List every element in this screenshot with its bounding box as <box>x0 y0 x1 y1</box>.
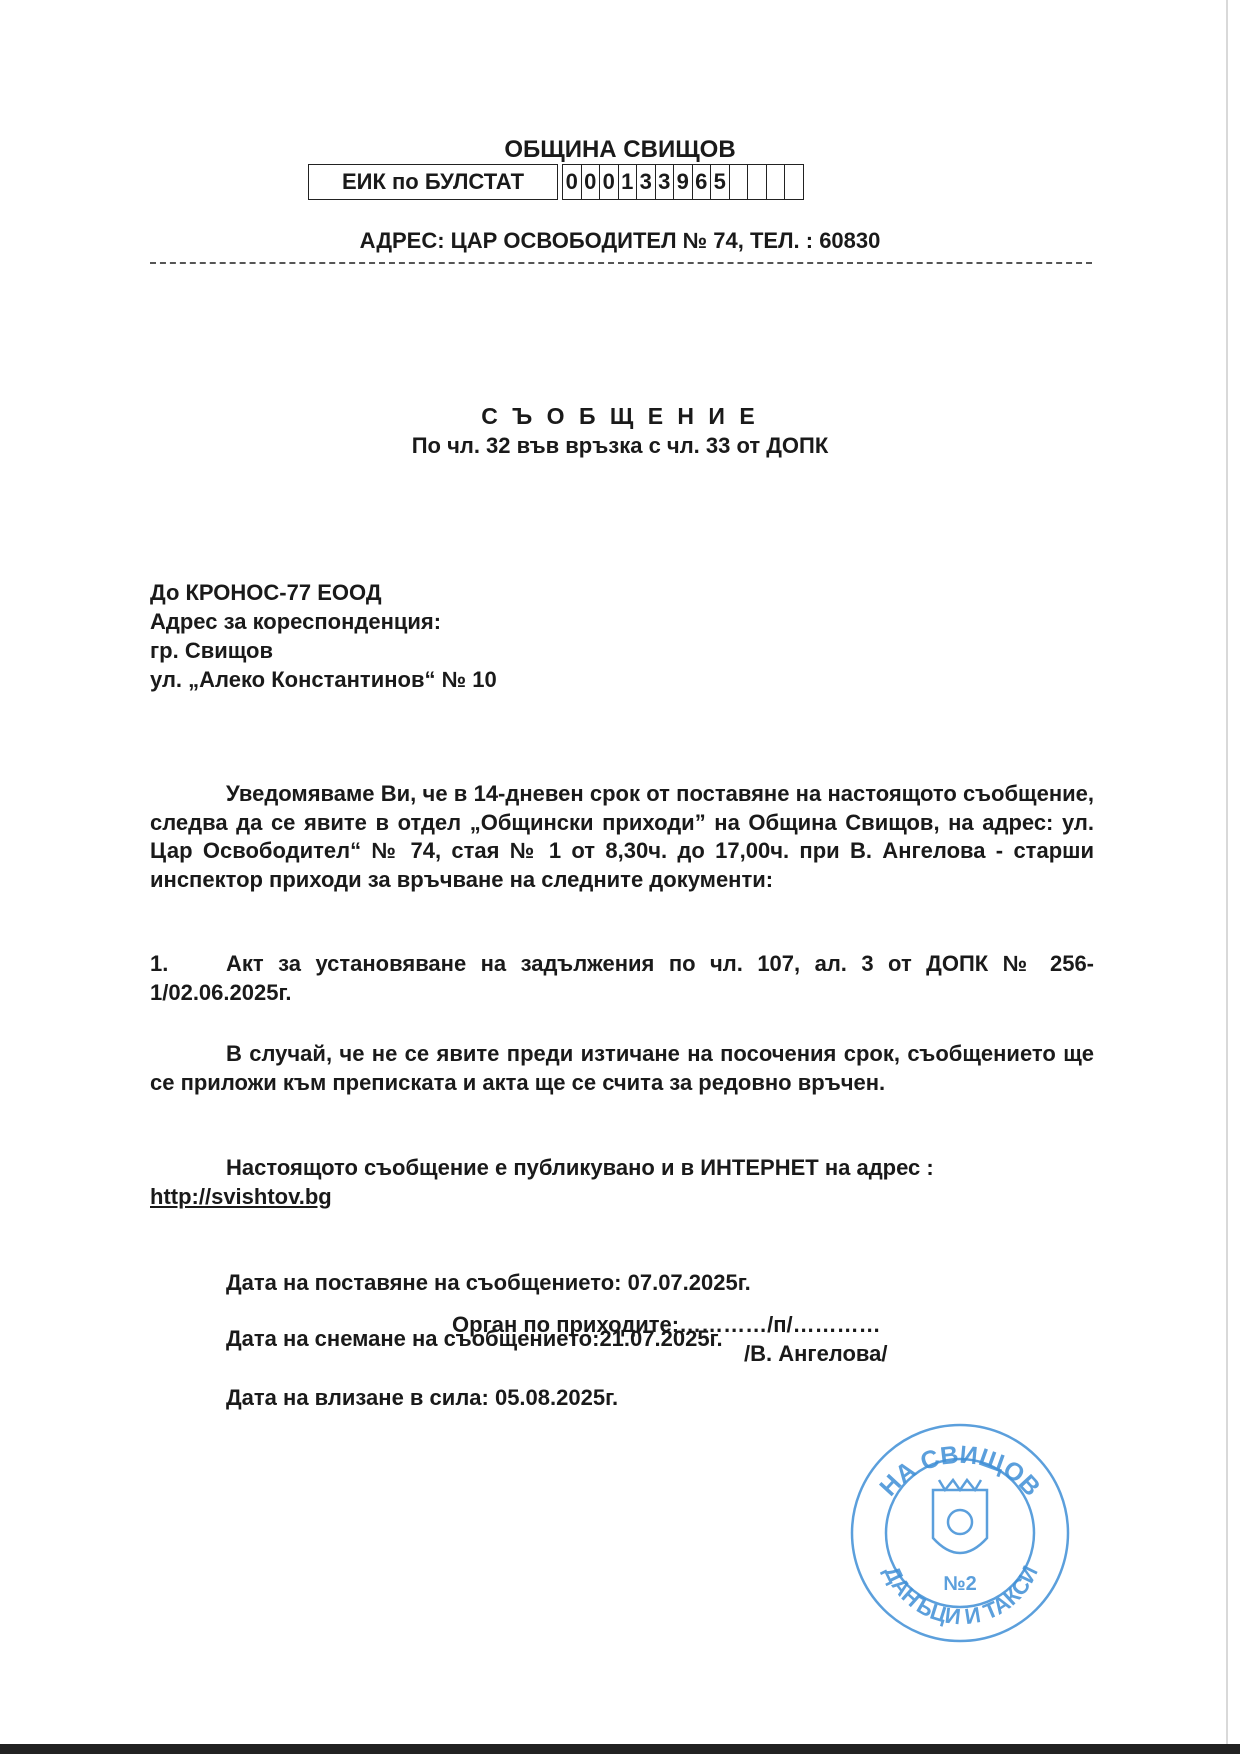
signature-line: Орган по приходите:…………/п/………… <box>452 1312 881 1337</box>
document-list-item <box>150 950 1094 1007</box>
eik-digit: 3 <box>655 165 674 200</box>
eik-digit: 3 <box>637 165 656 200</box>
notice-subtitle: По чл. 32 във връзка с чл. 33 от ДОПК <box>411 433 829 458</box>
list-item-text: Акт за установяване на задължения по чл. 107, ал. 3 от ДОПК № 256-1/02.06.2025г. <box>150 951 1094 1005</box>
header-address: АДРЕС: ЦАР ОСВОБОДИТЕЛ № 74, ТЕЛ. : 60830 <box>359 228 881 253</box>
recipient-street: ул. „Алеко Константинов“ № 10 <box>150 667 497 692</box>
eik-digit: 6 <box>692 165 711 200</box>
website-link[interactable]: http://svishtov.bg <box>150 1183 332 1209</box>
eik-digit <box>766 165 785 200</box>
list-item-number: 1. <box>150 951 169 976</box>
eik-digit: 0 <box>600 165 619 200</box>
eik-digit <box>748 165 767 200</box>
eik-digit: 1 <box>618 165 637 200</box>
body-paragraph-2: В случай, че не се явите преди изтичане на посочения срок, съобщението ще се приложи към преписката и акта ще се счита за редовно връчен. <box>150 1041 1094 1095</box>
scan-bottom-band <box>0 1744 1240 1754</box>
recipient-city: гр. Свищов <box>150 638 273 663</box>
eik-digit: 0 <box>563 165 582 200</box>
eik-digit: 9 <box>674 165 693 200</box>
eik-digit: 0 <box>581 165 600 200</box>
recipient-address-label: Адрес за кореспонденция: <box>150 609 442 634</box>
eik-digit: 5 <box>711 165 730 200</box>
header-divider <box>150 262 1092 264</box>
signer-name: /В. Ангелова/ <box>744 1341 888 1366</box>
body-paragraph-3: Настоящото съобщение е публикувано и в ИНТЕРНЕТ на адрес : http://svishtov.bg <box>150 1155 934 1209</box>
stamp-text-bottom: ДАНЪЦИ И ТАКСИ <box>879 1561 1043 1630</box>
date-removed: Дата на снемане на съобщението:21.07.2025г. <box>226 1326 723 1351</box>
eik-label: ЕИК по БУЛСТАТ <box>309 165 558 200</box>
recipient-name: До КРОНОС-77 ЕООД <box>150 580 382 605</box>
date-effective: Дата на влизане в сила: 05.08.2025г. <box>226 1385 619 1410</box>
body-paragraph-1: Уведомяваме Ви, че в 14-дневен срок от поставяне на настоящото съобщение, следва да се явите в отдел „Общински приходи” на Община Свищов, на адрес: ул. Цар Освободител“ № 74, стая № 1 от 8,30ч. до 17,00ч. при В. Ангелова - старши инспектор приходи за връчване на следните документи: <box>150 781 1094 892</box>
stamp-text-top: НА СВИЩОВ <box>874 1440 1046 1502</box>
scan-edge <box>1226 0 1228 1754</box>
org-name: ОБЩИНА СВИЩОВ <box>504 136 736 163</box>
recipient-block <box>150 578 497 694</box>
eik-digit <box>785 165 804 200</box>
stamp-number: №2 <box>943 1573 977 1595</box>
notice-title: С Ъ О Б Щ Е Н И Е <box>481 403 759 429</box>
date-posted: Дата на поставяне на съобщението: 07.07.2025г. <box>226 1270 751 1295</box>
eik-table <box>308 164 804 200</box>
eik-digit <box>729 165 748 200</box>
official-stamp-icon <box>845 1418 1075 1648</box>
